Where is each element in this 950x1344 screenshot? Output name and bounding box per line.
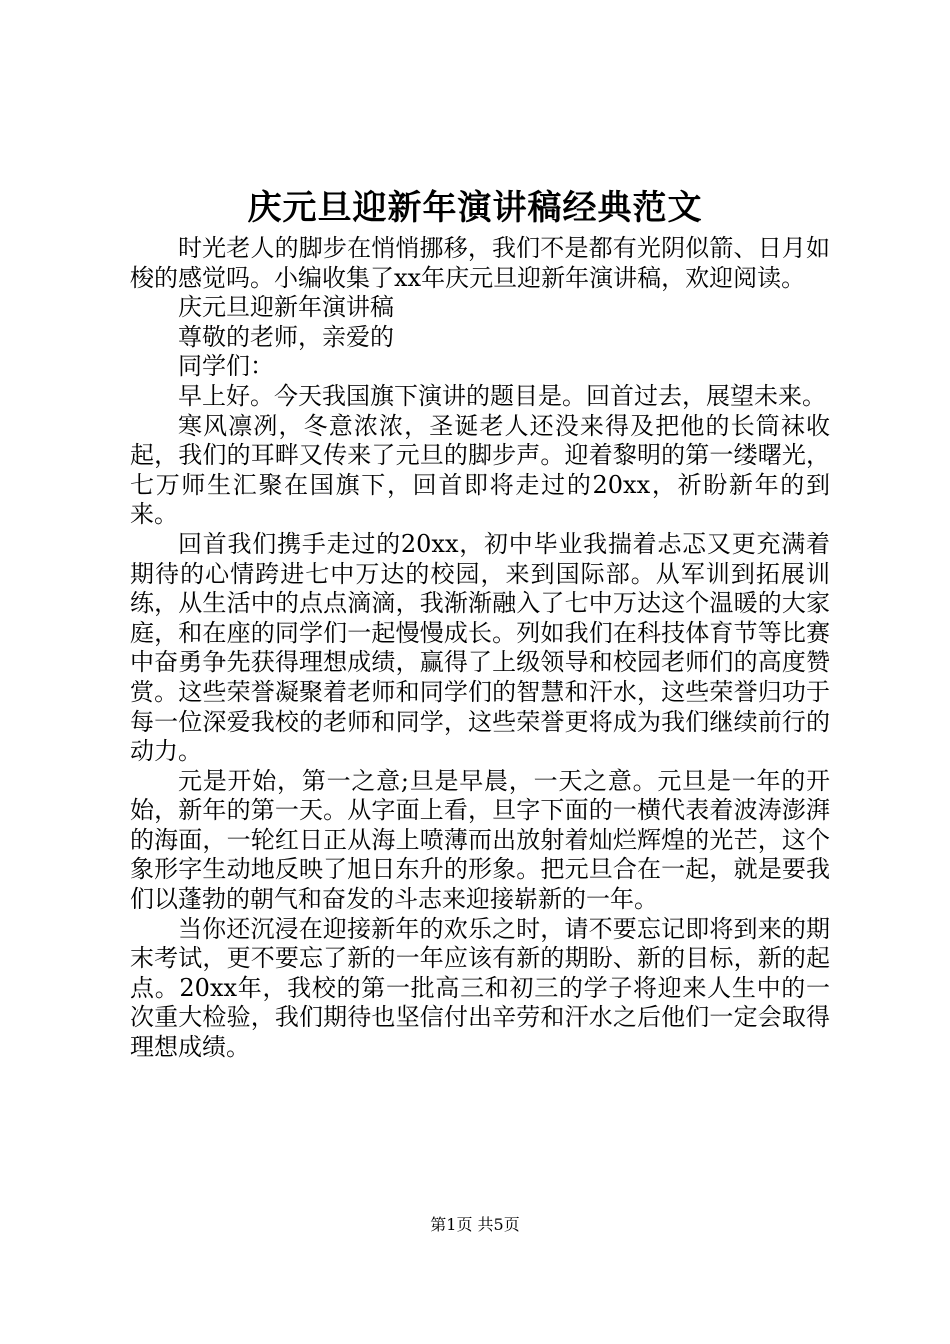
paragraph-speech-title: 庆元旦迎新年演讲稿 (178, 293, 394, 322)
page-number-footer: 第1页 共5页 (430, 1215, 520, 1234)
paragraph-winter: 寒风凛冽，冬意浓浓，圣诞老人还没来得及把他的长筒袜收起，我们的耳畔又传来了元旦的脚步声。迎着黎明的第一缕曙光，七万师生汇聚在国旗下，回首即将走过的20xx，祈盼新年的到来。 (130, 411, 830, 529)
paragraph-exams: 当你还沉浸在迎接新年的欢乐之时，请不要忘记即将到来的期末考试，更不要忘了新的一年应该有新的期盼、新的目标，新的起点。20xx年，我校的第一批高三和初三的学子将迎来人生中的一次重大检验，我们期待也坚信付出辛劳和汗水之后他们一定会取得理想成绩。 (130, 914, 830, 1062)
paragraph-review: 回首我们携手走过的20xx，初中毕业我揣着忐忑又更充满着期待的心情跨进七中万达的校园，来到国际部。从军训到拓展训练，从生活中的点点滴滴，我渐渐融入了七中万达这个温暖的大家庭，和在座的同学们一起慢慢成长。列如我们在科技体育节等比赛中奋勇争先获得理想成绩，赢得了上级领导和校园老师们的高度赞赏。这些荣誉凝聚着老师和同学们的智慧和汗水，这些荣誉归功于每一位深爱我校的老师和同学，这些荣誉更将成为我们继续前行的动力。 (130, 529, 830, 766)
document-body (130, 234, 830, 1063)
paragraph-greeting: 早上好。今天我国旗下演讲的题目是。回首过去，展望未来。 (178, 381, 826, 410)
document-title: 庆元旦迎新年演讲稿经典范文 (247, 188, 703, 228)
paragraph-meaning: 元是开始，第一之意;旦是早晨，一天之意。元旦是一年的开始，新年的第一天。从字面上看，旦字下面的一横代表着波涛澎湃的海面，一轮红日正从海上喷薄而出放射着灿烂辉煌的光芒，这个象形字生动地反映了旭日东升的形象。把元旦合在一起，就是要我们以蓬勃的朝气和奋发的斗志来迎接崭新的一年。 (130, 766, 830, 914)
paragraph-intro: 时光老人的脚步在悄悄挪移，我们不是都有光阴似箭、日月如梭的感觉吗。小编收集了xx年庆元旦迎新年演讲稿，欢迎阅读。 (130, 234, 830, 292)
paragraph-salutation-2: 同学们： (178, 352, 274, 381)
paragraph-salutation-1: 尊敬的老师，亲爱的 (178, 322, 394, 351)
